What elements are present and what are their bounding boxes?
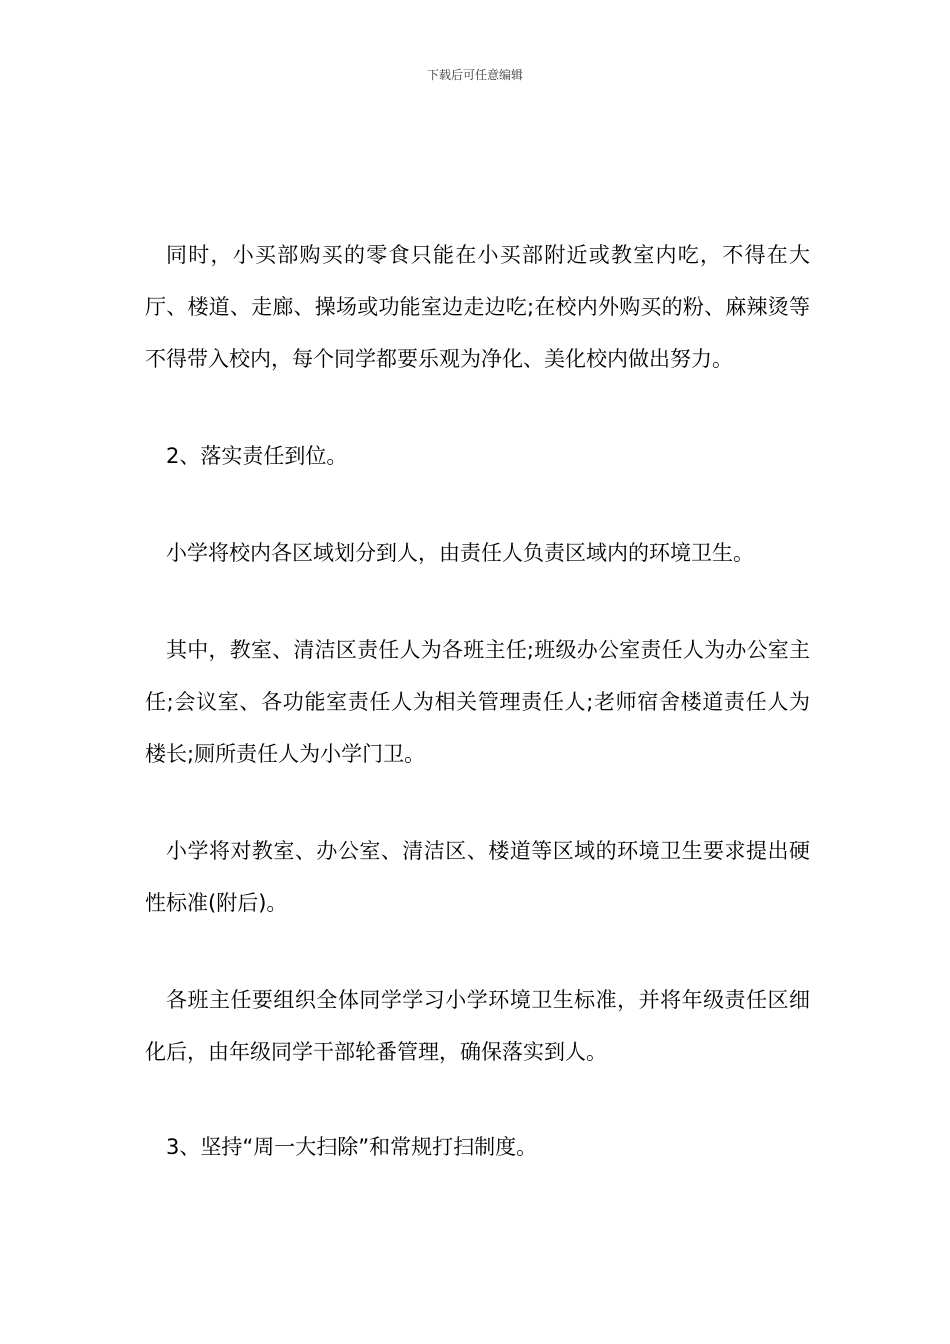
section-heading-responsibility: 2、落实责任到位。 xyxy=(166,444,348,468)
paragraph-area-assignment: 小学将校内各区域划分到人，由责任人负责区域内的环境卫生。 xyxy=(166,541,754,565)
section-heading-cleaning-system: 3、坚持“周一大扫除”和常规打扫制度。 xyxy=(166,1135,538,1159)
paragraph-responsible-persons: 其中，教室、清洁区责任人为各班主任;班级办公室责任人为办公室主任;会议室、各功能室责任人为相关管理责任人;老师宿舍楼道责任人为楼长;厕所责任人为小学门卫。 xyxy=(145,638,810,766)
page-header-note: 下载后可任意编辑 xyxy=(426,68,523,82)
paragraph-class-management: 各班主任要组织全体同学学习小学环境卫生标准，并将年级责任区细化后，由年级同学干部轮番管理，确保落实到人。 xyxy=(145,988,810,1064)
paragraph-snacks-rule: 同时，小买部购买的零食只能在小买部附近或教室内吃，不得在大厅、楼道、走廊、操场或功能室边走边吃;在校内外购买的粉、麻辣烫等不得带入校内，每个同学都要乐观为净化、美化校内做出努力。 xyxy=(145,243,810,371)
paragraph-hygiene-standards: 小学将对教室、办公室、清洁区、楼道等区域的环境卫生要求提出硬性标准(附后)。 xyxy=(145,839,810,915)
document-body xyxy=(145,229,810,1173)
